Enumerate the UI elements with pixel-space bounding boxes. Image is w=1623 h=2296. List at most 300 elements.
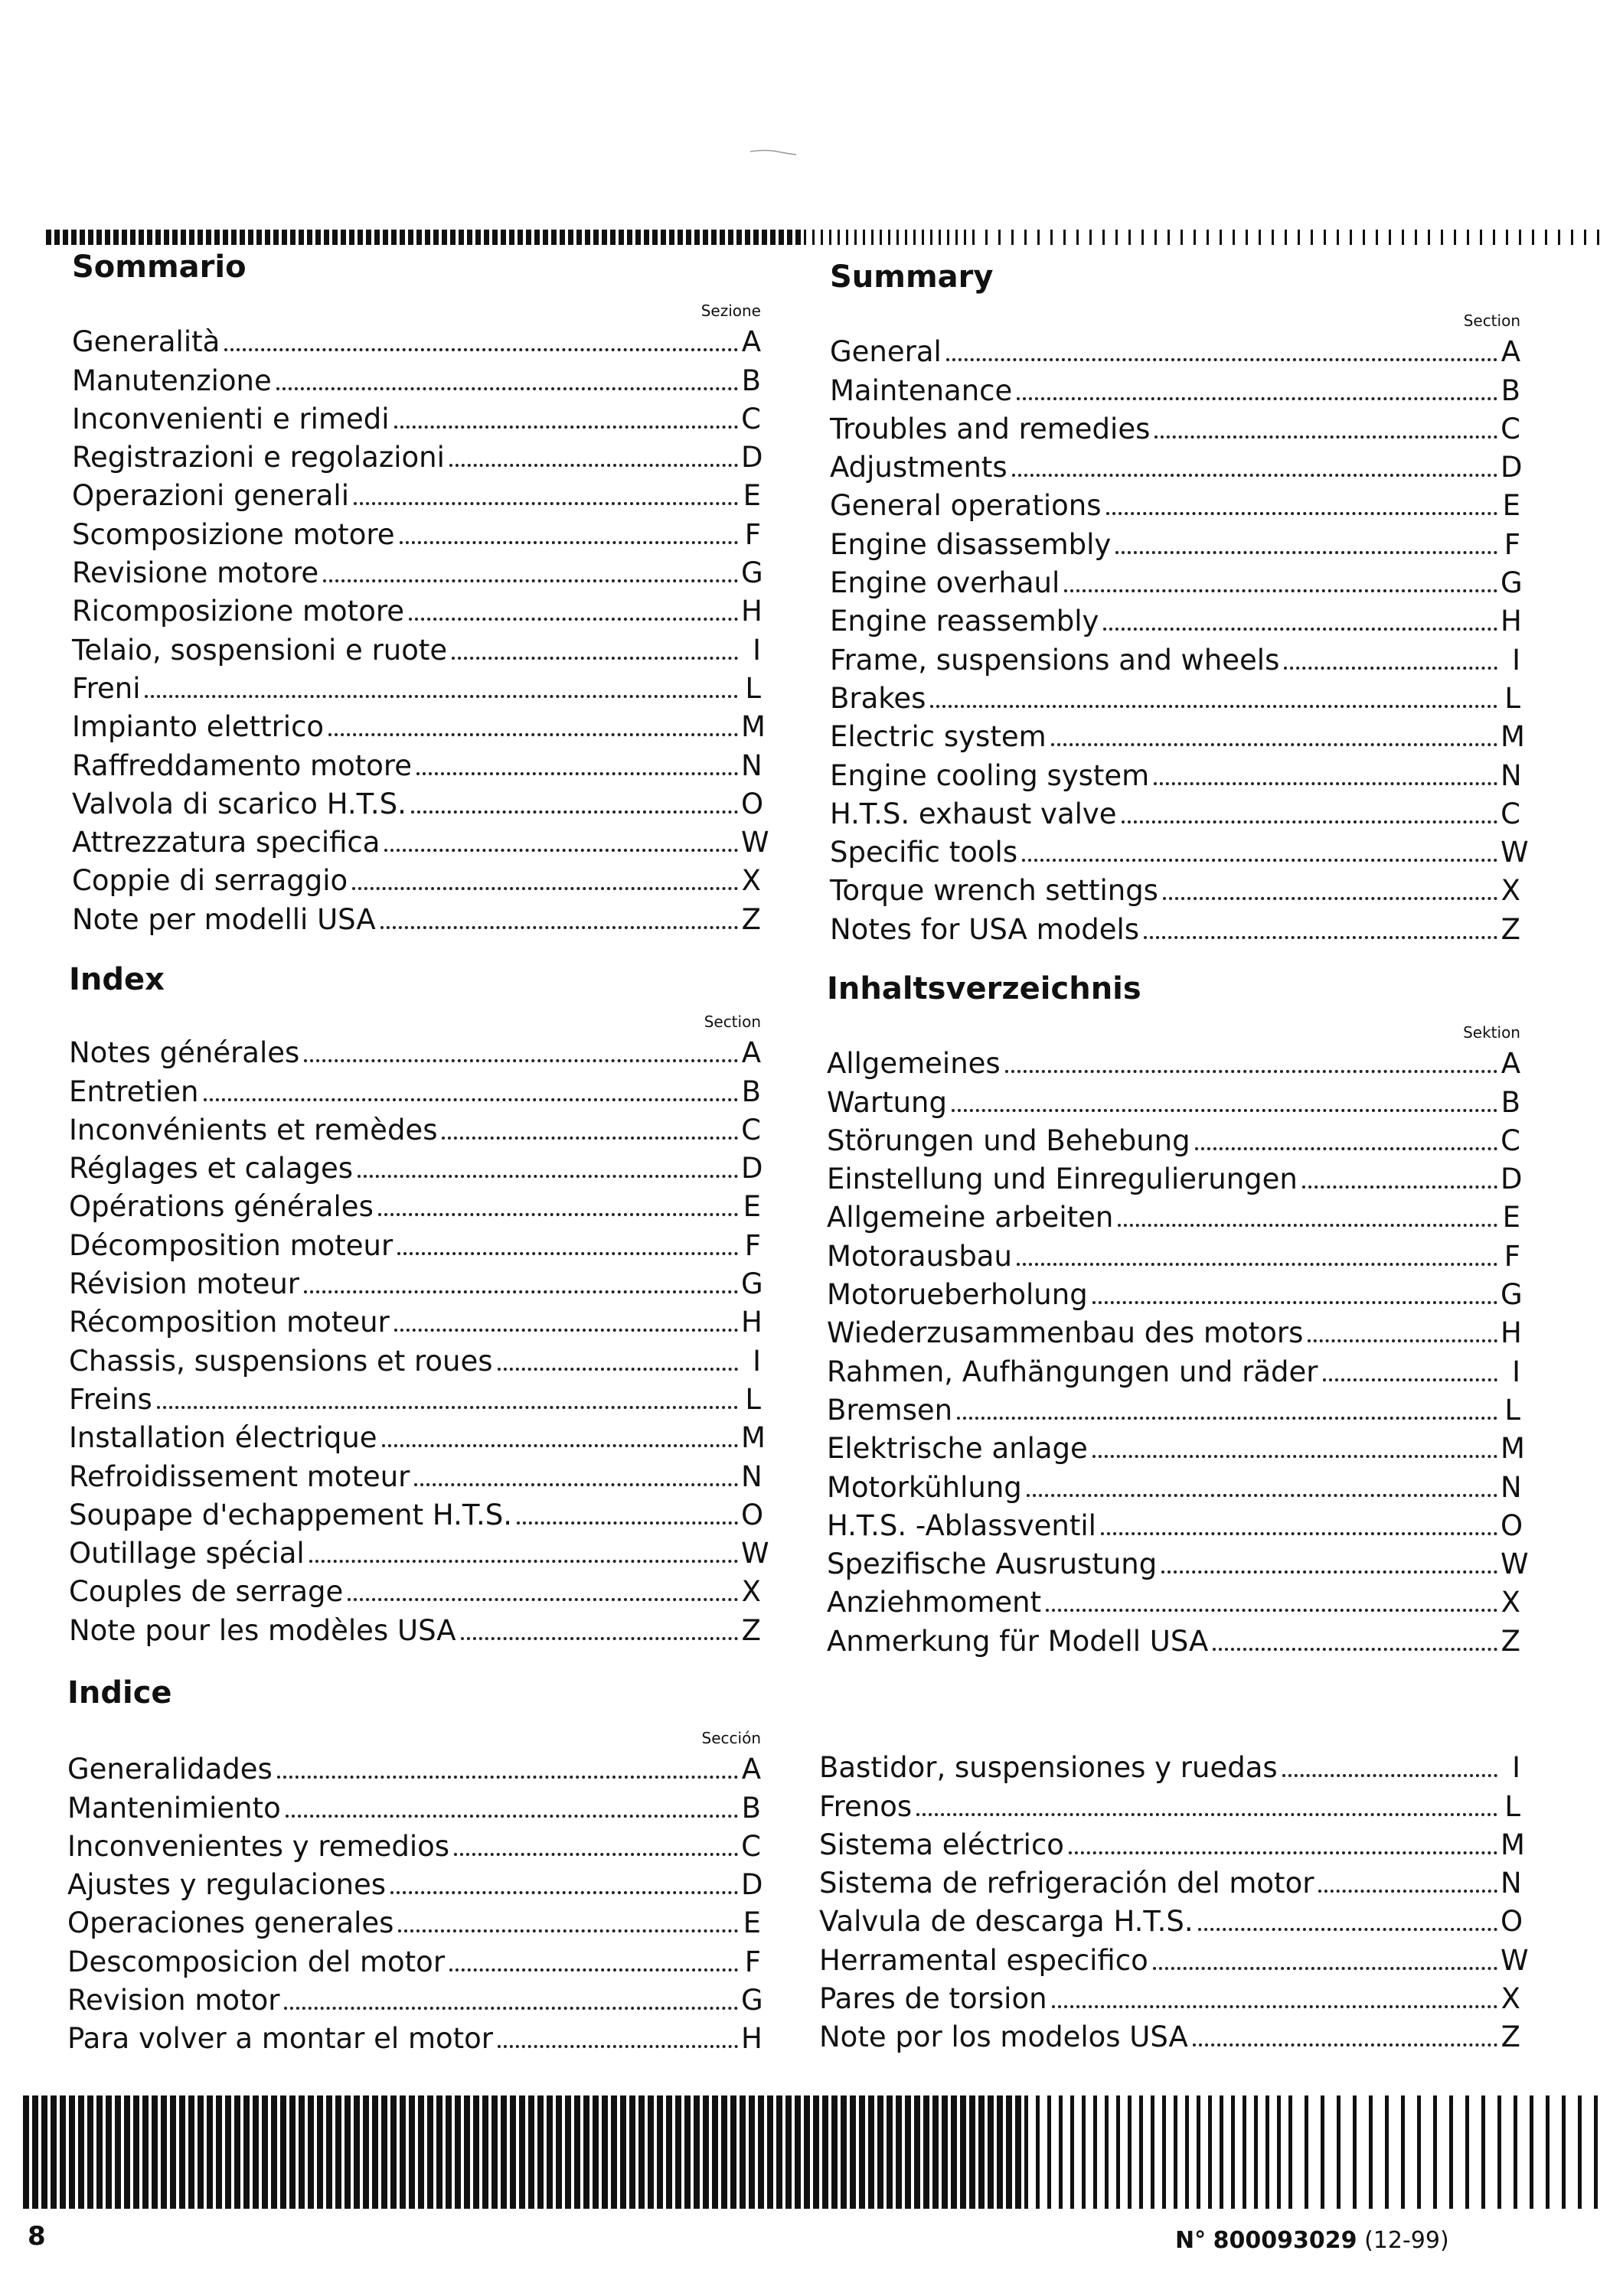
stripe-bar: [1530, 2095, 1533, 2209]
stripe-bar: [491, 2095, 498, 2209]
rule-bar: [1037, 230, 1040, 245]
stripe-bar: [1059, 2095, 1063, 2209]
stripe-bar: [905, 2095, 911, 2209]
toc-entry-section-letter: L: [745, 671, 761, 705]
stripe-bar: [418, 2095, 424, 2209]
rule-bar: [492, 230, 498, 245]
toc-entry: [827, 1389, 1520, 1427]
toc-entry-section-letter: N: [1501, 1470, 1522, 1504]
scan-mark: [750, 149, 796, 155]
section-title: Index: [69, 962, 165, 997]
toc-entry-label: Wartung: [827, 1085, 947, 1119]
stripe-bar: [997, 2095, 1003, 2209]
toc-entry-label: Attrezzatura specifica: [72, 826, 380, 859]
rule-bar: [762, 230, 767, 245]
toc-entry-label: Raffreddamento motore: [72, 748, 413, 782]
rule-bar: [425, 230, 430, 245]
dot-leader: [1318, 1890, 1497, 1893]
toc-entry: [830, 408, 1520, 446]
toc-entry: [69, 1609, 761, 1647]
rule-bar: [1024, 230, 1027, 245]
toc-entry-section-letter: F: [744, 1228, 761, 1262]
rule-bar: [560, 230, 565, 245]
toc-entry-label: Freni: [72, 671, 141, 705]
rule-bar: [1480, 230, 1482, 245]
rule-bar: [1324, 230, 1326, 245]
toc-list: [69, 1032, 769, 1648]
toc-entry-section-letter: E: [1502, 489, 1520, 523]
toc-list: [830, 331, 1529, 947]
rule-bar: [1259, 230, 1261, 245]
toc-entry: [827, 1543, 1529, 1581]
dot-leader: [394, 1329, 738, 1332]
dot-leader: [157, 1406, 738, 1409]
stripe-bar: [198, 2095, 204, 2209]
rule-bar: [71, 230, 77, 245]
stripe-bar: [822, 2095, 828, 2209]
rule-bar: [374, 230, 380, 245]
toc-entry-section-letter: O: [1501, 1508, 1523, 1542]
rule-bar: [939, 230, 941, 245]
toc-section-spanish: [67, 1675, 761, 2056]
section-title: Sommario: [72, 249, 247, 285]
toc-entry-label: Para volver a montar el motor: [67, 2022, 493, 2056]
stripe-bar: [565, 2095, 571, 2209]
rule-bar: [913, 230, 916, 245]
rule-bar: [46, 230, 51, 245]
toc-entry-section-letter: I: [753, 633, 761, 667]
rule-bar: [206, 230, 211, 245]
stripe-bar: [51, 2095, 57, 2209]
stripe-bar: [115, 2095, 121, 2209]
toc-entry: [72, 667, 761, 706]
rule-bar: [1428, 230, 1430, 245]
rule-bar: [290, 230, 296, 245]
stripe-bar: [1481, 2095, 1485, 2209]
stripe-bar: [556, 2095, 562, 2209]
toc-list: [67, 1748, 761, 2056]
toc-section-spanish-continued: [819, 1746, 1529, 2054]
toc-entry-section-letter: F: [744, 1945, 761, 1978]
column-header: Sección: [701, 1729, 761, 1747]
toc-entry: [72, 398, 761, 436]
toc-list: [72, 321, 769, 937]
rule-bar: [1363, 230, 1365, 245]
toc-entry: [819, 1824, 1525, 1862]
toc-entry-section-letter: E: [743, 479, 761, 513]
toc-entry-label: Installation électrique: [69, 1421, 377, 1455]
toc-entry: [830, 908, 1520, 946]
stripe-bar: [1093, 2095, 1097, 2209]
stripe-bar: [547, 2095, 553, 2209]
rule-bar: [728, 230, 733, 245]
dot-leader: [1144, 936, 1497, 939]
stripe-bar: [124, 2095, 130, 2209]
rule-bar: [1207, 230, 1209, 245]
toc-entry: [827, 1196, 1520, 1234]
toc-entry-label: Descomposicion del motor: [67, 1945, 446, 1978]
dot-leader: [1012, 474, 1497, 477]
stripe-bar: [694, 2095, 700, 2209]
stripe-bar: [666, 2095, 672, 2209]
toc-entry: [830, 446, 1523, 484]
rule-bar: [1011, 230, 1014, 245]
toc-entry-section-letter: C: [741, 1829, 761, 1863]
document-number: [1175, 2227, 1449, 2254]
toc-entry: [830, 484, 1520, 523]
stripe-bar: [271, 2095, 277, 2209]
stripe-bar: [1208, 2095, 1212, 2209]
rule-bar: [1311, 230, 1313, 245]
rule-bar: [433, 230, 439, 245]
stripe-bar: [96, 2095, 103, 2209]
stripe-bar: [363, 2095, 369, 2209]
stripe-bar: [308, 2095, 314, 2209]
rule-bar: [147, 230, 152, 245]
toc-entry-label: Outillage spécial: [69, 1537, 305, 1570]
stripe-bar: [602, 2095, 608, 2209]
toc-entry-label: Couples de serrage: [69, 1575, 344, 1609]
stripe-bar: [152, 2095, 158, 2209]
stripe-bar: [179, 2095, 185, 2209]
rule-bar: [1467, 230, 1469, 245]
stripe-bar: [23, 2095, 29, 2209]
stripe-bar: [262, 2095, 268, 2209]
toc-entry-label: Engine disassembly: [830, 527, 1112, 561]
toc-entry-label: Anmerkung für Modell USA: [827, 1624, 1209, 1658]
toc-entry: [72, 436, 761, 475]
toc-entry: [72, 744, 761, 782]
dot-leader: [1103, 628, 1497, 631]
dot-leader: [449, 1968, 738, 1971]
toc-entry-label: Révision moteur: [69, 1267, 300, 1301]
toc-entry: [827, 1234, 1520, 1273]
toc-entry-section-letter: X: [741, 864, 761, 898]
rule-bar: [484, 230, 489, 245]
stripe-bar: [1105, 2095, 1109, 2209]
rule-bar: [282, 230, 287, 245]
toc-entry: [830, 638, 1520, 677]
stripe-bar: [354, 2095, 360, 2209]
toc-entry-section-letter: X: [1501, 1982, 1520, 2016]
rule-bar: [627, 230, 632, 245]
rule-bar: [947, 230, 949, 245]
dot-leader: [348, 1598, 738, 1601]
stripe-bar: [795, 2095, 801, 2209]
stripe-bar: [280, 2095, 286, 2209]
toc-entry-section-letter: G: [741, 1984, 763, 2017]
stripe-bar: [87, 2095, 93, 2209]
rule-bar: [315, 230, 321, 245]
rule-bar: [871, 230, 874, 245]
toc-entry-section-letter: O: [741, 787, 764, 820]
document-number-prefix: N°: [1175, 2227, 1207, 2254]
stripe-bar: [804, 2095, 810, 2209]
toc-entry: [67, 1902, 761, 1940]
toc-entry-label: Störungen und Behebung: [827, 1124, 1190, 1157]
stripe-bar: [740, 2095, 746, 2209]
toc-entry-section-letter: I: [753, 1344, 761, 1378]
stripe-bar: [675, 2095, 681, 2209]
rule-bar: [795, 230, 801, 245]
toc-entry: [830, 600, 1520, 638]
toc-entry-label: Sistema eléctrico: [819, 1828, 1064, 1861]
dot-leader: [461, 1637, 738, 1640]
toc-entry: [830, 716, 1525, 754]
stripe-bar: [841, 2095, 847, 2209]
rule-bar: [172, 230, 178, 245]
toc-list: [827, 1042, 1529, 1658]
toc-entry-section-letter: F: [1504, 1239, 1520, 1273]
stripe-bar: [1337, 2095, 1341, 2209]
stripe-bar: [1433, 2095, 1437, 2209]
stripe-bar: [1578, 2095, 1582, 2209]
rule-bar: [568, 230, 573, 245]
rule-bar: [1154, 230, 1157, 245]
toc-entry-section-letter: E: [743, 1906, 761, 1940]
toc-entry-section-letter: A: [1501, 1047, 1520, 1081]
rule-bar: [88, 230, 93, 245]
stripe-bar: [482, 2095, 488, 2209]
dot-leader: [398, 1929, 738, 1932]
rule-bar: [248, 230, 253, 245]
stripe-bar: [1006, 2095, 1012, 2209]
dot-leader: [1154, 435, 1497, 439]
stripe-bar: [207, 2095, 213, 2209]
stripe-bar: [427, 2095, 433, 2209]
rule-bar: [1454, 230, 1456, 245]
stripe-bar: [831, 2095, 838, 2209]
rule-bar: [139, 230, 144, 245]
dot-leader: [1106, 512, 1498, 515]
rule-bar: [341, 230, 346, 245]
rule-bar: [972, 230, 975, 245]
toc-entry-section-letter: I: [1512, 1355, 1520, 1388]
rule-bar: [812, 230, 815, 245]
stripe-bar: [1465, 2095, 1469, 2209]
dot-leader: [957, 1417, 1497, 1420]
column-header: Sektion: [1463, 1023, 1520, 1042]
toc-entry-label: Note por los modelos USA: [819, 2020, 1188, 2054]
toc-entry: [819, 1746, 1520, 1785]
dot-leader: [1052, 2005, 1497, 2008]
toc-entry: [819, 1978, 1520, 2016]
stripe-bar: [684, 2095, 691, 2209]
stripe-bar: [473, 2095, 479, 2209]
toc-entry-label: Valvola di scarico H.T.S.: [72, 787, 407, 820]
toc-entry: [830, 831, 1529, 869]
rule-bar: [922, 230, 924, 245]
stripe-bar: [32, 2095, 38, 2209]
toc-entry: [69, 1147, 761, 1186]
toc-entry-section-letter: C: [1501, 412, 1520, 445]
toc-entry: [69, 1339, 761, 1378]
stripe-bar: [41, 2095, 47, 2209]
rule-bar: [1350, 230, 1352, 245]
toc-entry-label: Adjustments: [830, 451, 1007, 484]
stripe-bar: [1139, 2095, 1143, 2209]
stripe-bar: [1162, 2095, 1166, 2209]
rule-bar: [1167, 230, 1170, 245]
rule-bar: [736, 230, 742, 245]
stripe-bar: [243, 2095, 250, 2209]
stripe-bar: [932, 2095, 939, 2209]
toc-entry: [72, 552, 761, 590]
rule-bar: [155, 230, 161, 245]
rule-bar: [509, 230, 514, 245]
toc-entry-section-letter: B: [741, 364, 761, 397]
toc-entry: [72, 321, 761, 359]
rule-bar: [804, 230, 806, 245]
toc-entry-section-letter: C: [1501, 797, 1520, 830]
toc-entry: [72, 859, 761, 898]
rule-bar: [1298, 230, 1300, 245]
toc-entry: [830, 754, 1520, 792]
rule-bar: [1402, 230, 1404, 245]
stripe-bar: [1036, 2095, 1040, 2209]
rule-bar: [442, 230, 447, 245]
rule-bar: [130, 230, 136, 245]
toc-entry-section-letter: W: [1501, 1943, 1529, 1977]
stripe-bar: [978, 2095, 985, 2209]
toc-entry-section-letter: D: [1501, 1163, 1523, 1196]
dot-leader: [352, 887, 738, 890]
rule-bar: [122, 230, 127, 245]
toc-entry-section-letter: N: [741, 748, 763, 782]
dot-leader: [323, 579, 738, 582]
toc-entry-label: Motorkühlung: [827, 1470, 1022, 1504]
toc-entry: [819, 1939, 1529, 1977]
toc-entry-label: Bastidor, suspensiones y ruedas: [819, 1751, 1278, 1785]
stripe-bar: [1449, 2095, 1453, 2209]
rule-bar: [964, 230, 966, 245]
toc-entry-section-letter: L: [1504, 1789, 1520, 1823]
dot-leader: [224, 348, 738, 351]
rule-bar: [1519, 230, 1521, 245]
toc-entry-label: Elektrische anlage: [827, 1432, 1088, 1466]
dot-leader: [328, 733, 738, 736]
toc-entry: [67, 1979, 761, 2017]
stripe-bar: [1174, 2095, 1177, 2209]
stripe-bar: [1369, 2095, 1373, 2209]
toc-entry-label: Motorueberholung: [827, 1278, 1088, 1312]
rule-bar: [332, 230, 338, 245]
dot-leader: [1051, 743, 1497, 746]
toc-entry-label: Troubles and remedies: [830, 412, 1151, 445]
dot-leader: [382, 1444, 738, 1447]
rule-bar: [1181, 230, 1183, 245]
rule-bar: [829, 230, 831, 245]
rule-bar: [686, 230, 691, 245]
rule-bar: [543, 230, 548, 245]
stripe-bar: [1546, 2095, 1550, 2209]
toc-entry-label: Sistema de refrigeración del motor: [819, 1867, 1314, 1900]
toc-entry-section-letter: O: [741, 1498, 764, 1531]
toc-entry-label: Ricomposizione motore: [72, 595, 404, 628]
toc-entry-label: Maintenance: [830, 373, 1013, 407]
dot-leader: [397, 1252, 738, 1255]
stripe-bar: [299, 2095, 305, 2209]
toc-entry-label: Scomposizione motore: [72, 517, 395, 551]
column-header: Section: [1463, 311, 1520, 330]
dot-leader: [1163, 897, 1497, 900]
rule-bar: [450, 230, 456, 245]
rule-bar: [265, 230, 270, 245]
toc-entry-section-letter: B: [1501, 373, 1520, 407]
stripe-bar: [60, 2095, 66, 2209]
stripe-bar: [1047, 2095, 1051, 2209]
stripe-bar: [638, 2095, 645, 2209]
toc-entry-section-letter: D: [741, 1152, 763, 1186]
dot-leader: [384, 849, 738, 852]
rule-bar: [307, 230, 312, 245]
stripe-bar: [1015, 2095, 1021, 2209]
stripe-bar: [1321, 2095, 1324, 2209]
dot-leader: [946, 358, 1497, 361]
stripe-bar: [1220, 2095, 1223, 2209]
stripe-bar: [969, 2095, 975, 2209]
dot-leader: [517, 1521, 738, 1525]
rule-bar: [787, 230, 792, 245]
toc-entry: [69, 1109, 761, 1147]
dot-leader: [1017, 1263, 1497, 1266]
rule-bar: [1584, 230, 1586, 245]
stripe-bar: [1243, 2095, 1246, 2209]
stripe-bar: [326, 2095, 332, 2209]
toc-entry-section-letter: N: [1501, 758, 1522, 792]
dot-leader: [276, 387, 738, 390]
dot-leader: [930, 705, 1497, 708]
stripe-bar: [1231, 2095, 1235, 2209]
toc-entry: [830, 562, 1523, 600]
stripe-bar: [170, 2095, 176, 2209]
toc-entry-label: General operations: [830, 489, 1102, 523]
dot-leader: [1101, 1532, 1497, 1535]
rule-bar: [189, 230, 194, 245]
dot-leader: [952, 1109, 1497, 1112]
toc-entry-section-letter: H: [1501, 605, 1522, 638]
toc-entry-label: Pares de torsion: [819, 1982, 1047, 2016]
rule-bar: [105, 230, 110, 245]
dot-leader: [1284, 667, 1497, 670]
rule-bar: [955, 230, 958, 245]
rule-bar: [349, 230, 354, 245]
rule-bar: [475, 230, 481, 245]
stripe-bar: [1288, 2095, 1292, 2209]
stripe-bar: [850, 2095, 856, 2209]
toc-entry-section-letter: W: [741, 826, 769, 859]
stripe-bar: [335, 2095, 341, 2209]
toc-entry-label: Generalidades: [67, 1753, 273, 1786]
stripe-bar: [1070, 2095, 1074, 2209]
toc-entry-label: Operaciones generales: [67, 1906, 394, 1940]
toc-entry-label: Anziehmoment: [827, 1586, 1042, 1619]
toc-entry: [827, 1120, 1520, 1158]
toc-entry-section-letter: B: [741, 1075, 761, 1108]
rule-bar: [1089, 230, 1092, 245]
toc-entry-section-letter: E: [743, 1190, 761, 1224]
stripe-bar: [1594, 2095, 1598, 2209]
rule-bar: [985, 230, 988, 245]
toc-entry-label: Inconvenienti e rimedi: [72, 402, 390, 435]
rule-bar: [678, 230, 683, 245]
rule-bar: [534, 230, 540, 245]
toc-entry: [72, 628, 761, 667]
stripe-bar: [877, 2095, 883, 2209]
toc-entry: [69, 1070, 761, 1108]
toc-entry-label: Note pour les modèles USA: [69, 1613, 456, 1647]
toc-entry: [72, 359, 761, 397]
